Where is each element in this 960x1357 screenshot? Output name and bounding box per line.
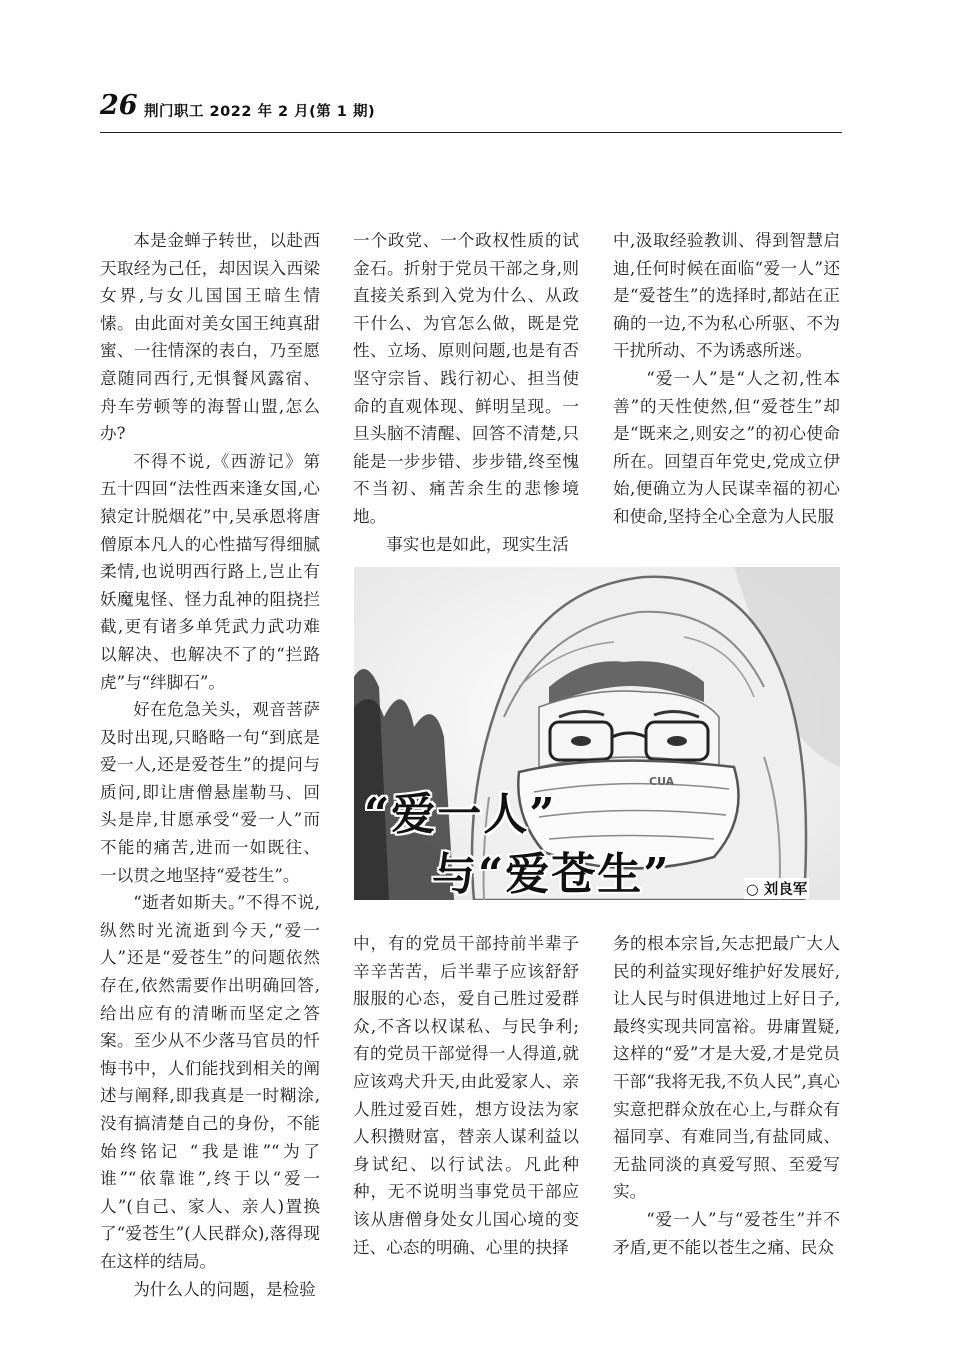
paragraph: 好在危急关头，观音菩萨及时出现,只略略一句“到底是爱一人,还是爱苍生”的提问与质问,即让唐僧悬崖勒马、回头是岸,甘愿承受“爱一人”而不能的痛苦,进而一如既往、一以贯之地坚持“爱苍生”。 — [100, 700, 320, 885]
paragraph: “爱一人”与“爱苍生”并不矛盾,更不能以苍生之痛、民众 — [613, 1209, 840, 1257]
column-3-bottom — [613, 930, 840, 1261]
paragraph: 务的根本宗旨,矢志把最广大人民的利益实现好维护好发展好,让人民与时俱进地过上好日子,最终实现共同富裕。毋庸置疑,这样的“爱”才是大爱,才是党员干部“我将无我,不负人民”,真心实意把群众放在心上,与群众有福同享、有难同当,有盐同咸、无盐同淡的真爱写照、至爱写实。 — [613, 934, 840, 1202]
column-1 — [100, 227, 320, 1303]
paragraph: 不得不说,《西游记》第五十四回“法性西来逢女国,心猿定计脱烟花”中,吴承恩将唐僧原本凡人的心性描写得细腻柔情,也说明西行路上,岂止有妖魔鬼怪、怪力乱神的阻挠拦截,更有诸多单凭武力武功难以解决、也解决不了的“拦路虎”与“绊脚石”。 — [100, 451, 320, 692]
article-title-line-1: “爱一人” — [364, 789, 557, 840]
article-title-line-2: 与“爱苍生” — [432, 849, 671, 900]
author-byline: ○ 刘良军 — [744, 878, 809, 899]
paragraph: “逝者如斯夫。”不得不说,纵然时光流逝到今天,“爱一人”还是“爱苍生”的问题依然存在,依然需要作出明确回答,给出应有的清晰而坚定之答案。至少从不少落马官员的忏悔书中，人们能找到相关的阐述与阐释,即我真是一时糊涂,没有搞清楚自己的身份，不能始终铭记 “我是谁”“为了谁”“依靠谁”,终于以“爱一人”(自己、家人、亲人)置换了“爱苍生”(人民群众),落得现在这样的结局。 — [100, 893, 320, 1271]
paragraph: 为什么人的问题，是检验 — [133, 1279, 316, 1299]
publication-info: 荆门职工 2022 年 2 月(第 1 期) — [144, 104, 376, 120]
page-number: 26 — [100, 90, 138, 121]
paragraph: 本是金蝉子转世，以赴西天取经为己任，却因误入西梁女界,与女儿国国王暗生情愫。由此面对美女国王纯真甜蜜、一往情深的表白，乃至愿意随同西行,无惧餐风露宿、舟车劳顿等的海誓山盟,怎么办? — [100, 231, 320, 444]
paragraph: 一个政党、一个政权性质的试金石。折射于党员干部之身,则直接关系到入党为什么、从政干什么、为官怎么做，既是党性、立场、原则问题,也是有否坚守宗旨、践行初心、担当使命的直观体现、鲜明呈现。一旦头脑不清醒、回答不清楚,只能是一步步错、步步错,终至愧不当初、痛苦余生的悲惨境地。 — [353, 231, 579, 526]
paragraph: 事实也是如此，现实生活 — [386, 534, 569, 554]
column-2-bottom — [353, 930, 579, 1261]
page-header — [100, 90, 842, 133]
paragraph: 中，有的党员干部持前半辈子辛辛苦苦，后半辈子应该舒舒服服的心态，爱自己胜过爱群众,不吝以权谋私、与民争利;有的党员干部觉得一人得道,就应该鸡犬升天,由此爱家人、亲人胜过爱百姓，想方设法为家人积攒财富，替亲人谋利益以身试纪、以行试法。凡此种种，无不说明当事党员干部应该从唐僧身处女儿国心境的变迁、心态的明确、心里的抉择 — [353, 934, 579, 1257]
column-2-top — [353, 227, 579, 558]
mask-text: CUA — [649, 775, 675, 788]
paragraph: 中,汲取经验教训、得到智慧启迪,任何时候在面临“爱一人”还是“爱苍生”的选择时,都站在正确的一边,不为私心所驱、不为干扰所动、不为诱惑所迷。 — [613, 231, 840, 361]
paragraph: “爱一人”是“人之初,性本善”的天性使然,但“爱苍生”却是“既来之,则安之”的初心使命所在。回望百年党史,党成立伊始,便确立为人民谋幸福的初心和使命,坚持全心全意为人民服 — [613, 368, 840, 526]
column-3-top — [613, 227, 840, 531]
